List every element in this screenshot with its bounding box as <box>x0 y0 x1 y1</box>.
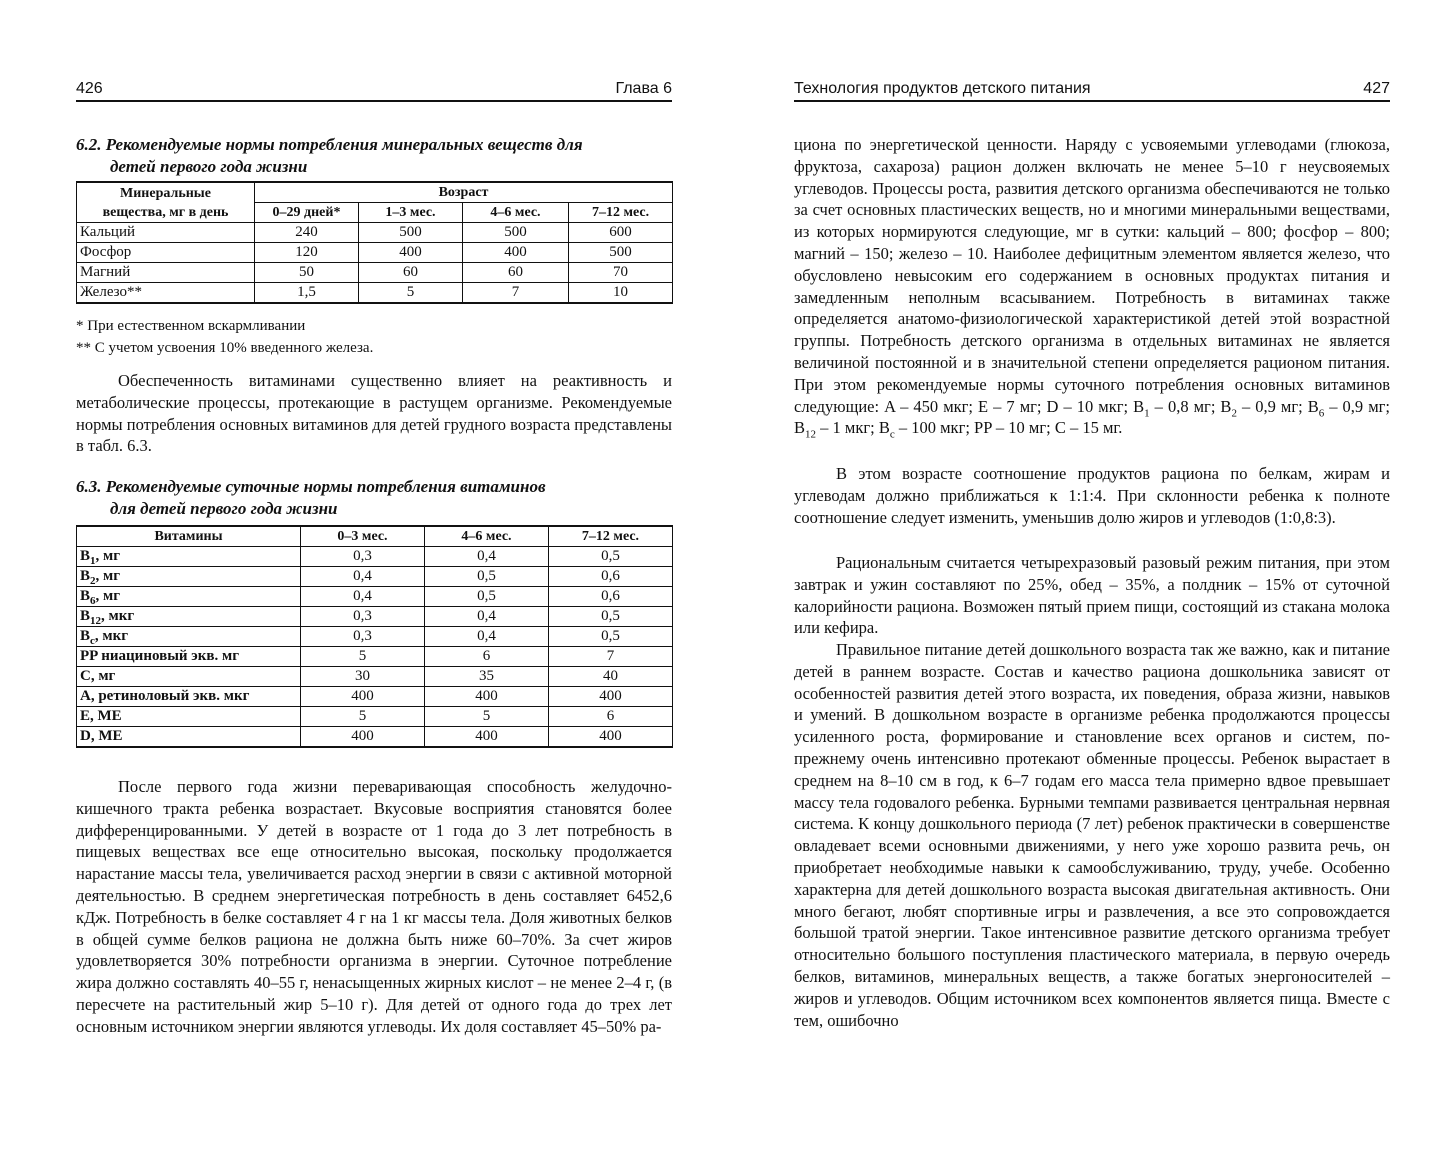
table-cell: 400 <box>425 727 549 748</box>
row-label: D, ME <box>77 727 301 748</box>
table-cell: 7 <box>463 283 569 304</box>
column-header: 7–12 мес. <box>549 526 673 547</box>
left-page <box>76 0 672 1162</box>
table-row <box>77 667 673 687</box>
table-cell: 0,5 <box>425 567 549 587</box>
page-number: 426 <box>76 80 103 97</box>
table-cell: 30 <box>301 667 425 687</box>
footnote: ** С учетом усвоения 10% введенного железа. <box>76 340 374 356</box>
table-cell: 0,6 <box>549 567 673 587</box>
table-cell: 0,4 <box>425 627 549 647</box>
table-cell: 6 <box>425 647 549 667</box>
table-row <box>77 727 673 748</box>
body-paragraph: После первого года жизни переваривающая способность желудочно-кишечного тракта ребенка возрастает. Вкусовые восприятия становятся более дифференцированными. У детей в возрасте от 1 года до 3 лет потребность в пищевых веществах все еще относительно высокая, поскольку продолжается нарастание массы тела, увеличивается расход энергии в связи с активной моторной деятельностью. В среднем энергетическая потребность в день составляет 6452,6 кДж. Потребность в белке составляет 4 г на 1 кг массы тела. Доля животных белков в общей сумме белков рациона не должна быть ниже 60–70%. За счет жиров удовлетворяется 30% потребности организма в энергии. Суточное потребление жира должно составлять 40–55 г, ненасыщенных жирных кислот – не менее 2–4 г, (в пересчете на растительный жир 5–10 г). Для детей от одного года до трех лет основным источником энергии являются углеводы. Их доля составляет 45–50% ра- <box>76 777 672 1036</box>
row-label: E, ME <box>77 707 301 727</box>
column-header: Витамины <box>77 526 301 547</box>
table-row <box>77 687 673 707</box>
body-paragraph: В этом возрасте соотношение продуктов рациона по белкам, жирам и углеводам должно приближаться к 1:1:4. При склонности ребенка к полноте соотношение следует изменить, уменьшив долю жиров и углеводов (1:0,8:3). <box>794 464 1390 527</box>
table-cell: 400 <box>301 687 425 707</box>
table-row <box>77 223 673 243</box>
table-cell: 400 <box>463 243 569 263</box>
row-label: $B_1$, мг <box>77 547 301 567</box>
table-cell: 0,6 <box>549 587 673 607</box>
header-line: Минеральные <box>120 185 211 201</box>
table-cell: 60 <box>463 263 569 283</box>
caption-line: 6.3. Рекомендуемые суточные нормы потребления витаминов <box>76 477 546 496</box>
footnote: * При естественном вскармливании <box>76 318 306 334</box>
table-row <box>77 243 673 263</box>
table-cell: 5 <box>301 647 425 667</box>
table-cell: 0,3 <box>301 547 425 567</box>
row-label: PP ниациновый экв. мг <box>77 647 301 667</box>
table-cell: 0,5 <box>425 587 549 607</box>
table-row <box>77 263 673 283</box>
table-cell: 70 <box>569 263 673 283</box>
table-cell: 400 <box>549 687 673 707</box>
table-cell: 6 <box>549 707 673 727</box>
row-label: $B_2$, мг <box>77 567 301 587</box>
chapter-title: Глава 6 <box>615 80 672 97</box>
table-header-row <box>77 526 673 547</box>
column-header: 4–6 мес. <box>425 526 549 547</box>
caption-line: 6.2. Рекомендуемые нормы потребления минеральных веществ для <box>76 135 583 154</box>
running-head-right <box>794 78 1390 102</box>
table-cell: 10 <box>569 283 673 304</box>
column-header: 1–3 мес. <box>359 203 463 223</box>
table-row <box>77 707 673 727</box>
caption-line: для детей первого года жизни <box>110 499 338 518</box>
table-cell: 60 <box>359 263 463 283</box>
caption-line: детей первого года жизни <box>110 157 308 176</box>
table-cell: 0,5 <box>549 607 673 627</box>
row-label: C, мг <box>77 667 301 687</box>
row-label: $B_c$, мкг <box>77 627 301 647</box>
row-label: Кальций <box>77 223 255 243</box>
row-label: Железо** <box>77 283 255 304</box>
table-row <box>77 607 673 627</box>
right-page <box>794 0 1390 1162</box>
body-paragraph: Обеспеченность витаминами существенно влияет на реактивность и метаболические процессы, протекающие в растущем организме. Рекомендуемые нормы потребления основных витаминов для детей грудного возраста представлены в табл. 6.3. <box>76 371 672 456</box>
table-cell: 0,5 <box>549 547 673 567</box>
table-cell: 50 <box>255 263 359 283</box>
body-paragraph: Рациональным считается четырехразовый разовый режим питания, при этом завтрак и ужин составляют по 25%, обед – 35%, а полдник – 15% от суточной калорийности рациона. Возможен пятый прием пищи, состоящий из стакана молока или кефира. <box>794 553 1390 638</box>
body-paragraph: циона по энергетической ценности. Наряду с усвояемыми углеводами (глюкоза, фруктоза, сахароза) рацион должен включать не менее 5–10 г неусвояемых углеводов. Процессы роста, развития детского организма обеспечиваются не только за счет основных пластических веществ, но и многими минеральными веществами, из которых нормируются следующие, мг в сутки: кальций – 800; фосфор – 800; магний – 150; железо – 10. Наиболее дефицитным элементом является железо, что обусловлено невысоким его содержанием в основных продуктах питания и замедленным неполным всасыванием. Потребность в витаминах также определяется анатомо-физиологической характеристикой детей этой возрастной группы. Потребность детского организма в отдельных витаминах не является величиной постоянной и в значительной степени определяется рационом питания. При этом рекомендуемые нормы суточного потребления основных витаминов следующие: A – 450 мкг; E – 7 мг; D – 10 мкг; $B_1 - 0,8$ мг; $B_2 - 0,9$ мг; $B_6 - 0,9$ мг; $B_{12} - 1$ мкг; $B_c - 100$ мкг; PP – 10 мг; C – 15 мг. <box>794 135 1390 441</box>
table-row <box>77 587 673 607</box>
table-cell: 7 <box>549 647 673 667</box>
table-cell: 500 <box>463 223 569 243</box>
body-paragraph: Правильное питание детей дошкольного возраста так же важно, как и питание детей в раннем возрасте. Состав и качество рациона дошкольника зависят от особенностей развития детей этого возраста, их поведения, образа жизни, навыков и умений. В дошкольном возрасте в организме ребенка продолжаются процессы усиленного роста, формирование и становление всех органов и систем, по-прежнему очень интенсивно протекают обменные процессы. Ребенок вырастает в среднем на 8–10 см в год, к 6–7 годам его масса тела примерно вдвое превышает массу тела годовалого ребенка. Бурными темпами развивается центральная нервная система. К концу дошкольного периода (7 лет) ребенок практически в совершенстве овладевает всеми основными движениями, у него уже хорошо развита речь, он приобретает необходимые навыки к самообслуживанию, труду, учебе. Особенно характерна для детей дошкольного возраста высокая двигательная активность. Они много бегают, любят спортивные игры и развлечения, а все это сопровождается большой тратой энергии. Такое интенсивное развитие детского организма требует относительно большого поступления пластического материала, в первую очередь белков, витаминов, минеральных веществ, а также богатых энергоносителей – жиров и углеводов. Общим источником всех компонентов является пища. Вместе с тем, ошибочно <box>794 640 1390 1030</box>
book-title: Технология продуктов детского питания <box>794 80 1091 97</box>
table-cell: 5 <box>359 283 463 304</box>
table-row <box>77 627 673 647</box>
table-cell: 0,3 <box>301 607 425 627</box>
row-label: Фосфор <box>77 243 255 263</box>
column-header: 7–12 мес. <box>569 203 673 223</box>
column-header: 0–3 мес. <box>301 526 425 547</box>
table-6-3-caption <box>76 476 672 520</box>
table-cell: 0,5 <box>549 627 673 647</box>
minerals-table <box>76 181 673 304</box>
row-label: $B_6$, мг <box>77 587 301 607</box>
vitamins-table <box>76 525 673 748</box>
row-label: Магний <box>77 263 255 283</box>
table-cell: 0,4 <box>425 607 549 627</box>
header-line: вещества, мг в день <box>102 204 229 220</box>
table-row <box>77 647 673 667</box>
table-cell: 0,4 <box>301 567 425 587</box>
table-cell: 240 <box>255 223 359 243</box>
table-6-2-caption <box>76 134 672 178</box>
table-cell: 400 <box>549 727 673 748</box>
table-row <box>77 547 673 567</box>
table-cell: 0,4 <box>425 547 549 567</box>
table-header-row <box>77 182 673 203</box>
table-row <box>77 283 673 304</box>
row-label: $B_{12}$, мкг <box>77 607 301 627</box>
table-cell: 40 <box>549 667 673 687</box>
table-cell: 600 <box>569 223 673 243</box>
column-header-minerals <box>77 182 255 223</box>
table-cell: 5 <box>425 707 549 727</box>
table-cell: 400 <box>359 243 463 263</box>
table-cell: 120 <box>255 243 359 263</box>
row-label: A, ретиноловый экв. мкг <box>77 687 301 707</box>
table-cell: 0,3 <box>301 627 425 647</box>
column-group-age: Возраст <box>255 182 673 203</box>
table-cell: 400 <box>301 727 425 748</box>
column-header: 4–6 мес. <box>463 203 569 223</box>
column-header: 0–29 дней* <box>255 203 359 223</box>
table-cell: 500 <box>569 243 673 263</box>
table-cell: 0,4 <box>301 587 425 607</box>
table-cell: 1,5 <box>255 283 359 304</box>
running-head-left <box>76 78 672 102</box>
table-cell: 400 <box>425 687 549 707</box>
page-number: 427 <box>1363 80 1390 97</box>
table-cell: 500 <box>359 223 463 243</box>
table-row <box>77 567 673 587</box>
table-cell: 35 <box>425 667 549 687</box>
table-cell: 5 <box>301 707 425 727</box>
